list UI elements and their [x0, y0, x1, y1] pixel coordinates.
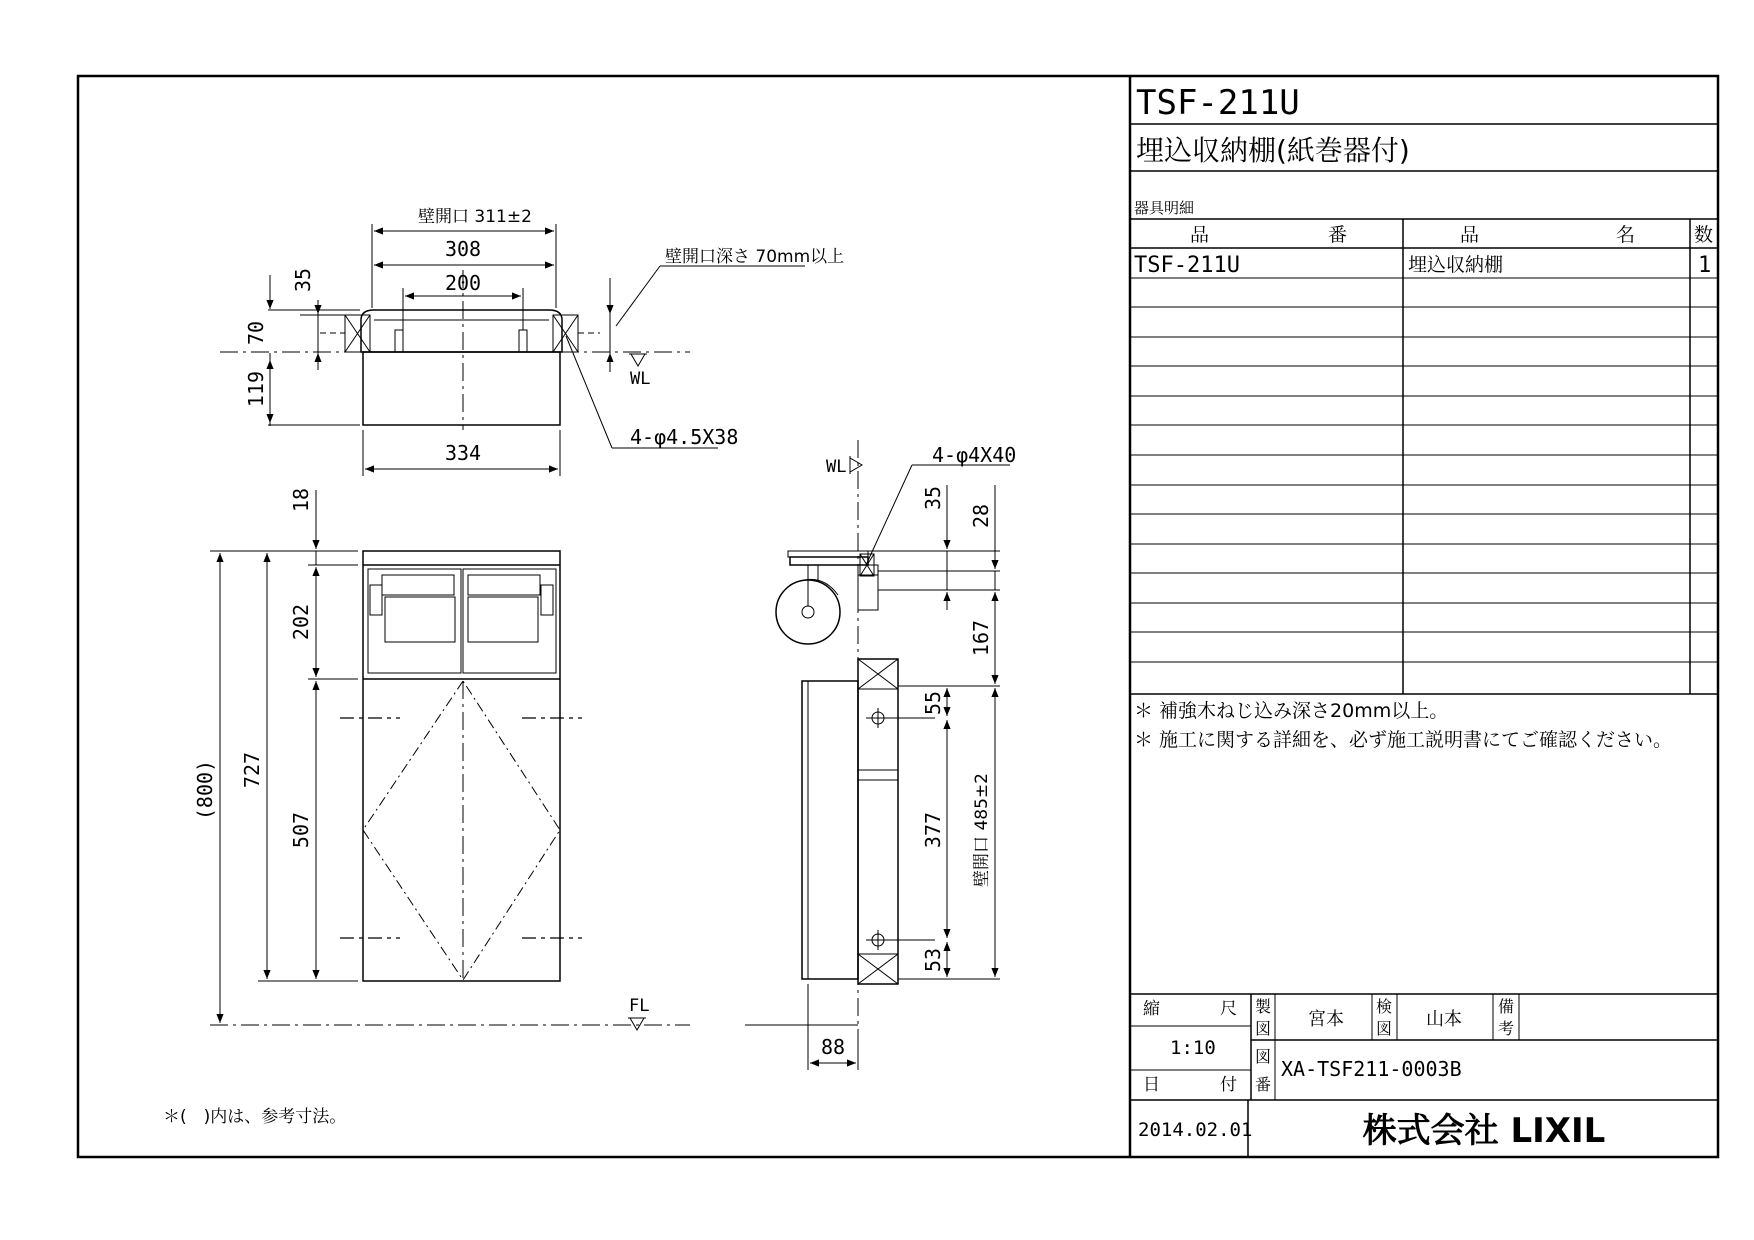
made-label-1: 製 [1255, 997, 1272, 1016]
front-dim-800: (800) [193, 759, 217, 821]
side-view [745, 440, 1010, 1070]
front-fl-label: FL [629, 996, 650, 1016]
scale-label-2: 尺 [1220, 999, 1237, 1019]
date-label-1: 日 [1143, 1075, 1160, 1095]
product-name: 埋込収納棚(紙巻器付) [1136, 134, 1410, 167]
header-part-no-2: 番 [1328, 224, 1348, 246]
top-dim-119: 119 [244, 370, 268, 408]
top-dim-35: 35 [291, 267, 315, 293]
model-number: TSF-211U [1136, 83, 1300, 123]
top-dim-334: 334 [444, 441, 482, 465]
top-depth-note: 壁開口深さ 70mm以上 [665, 247, 845, 267]
date-label-2: 付 [1220, 1075, 1237, 1095]
top-dim-308: 308 [444, 237, 482, 261]
company-name: 株式会社 LIXIL [1362, 1111, 1606, 1151]
side-dim-167: 167 [969, 619, 993, 657]
header-name-1: 品 [1460, 224, 1480, 246]
note-1: ＊ 補強木ねじ込み深さ20mm以上。 [1134, 700, 1449, 722]
header-part-no-1: 品 [1190, 224, 1210, 246]
side-screw-label: 4-φ4X40 [932, 443, 1017, 467]
checked-by: 山本 [1426, 1009, 1462, 1030]
made-by: 宮本 [1308, 1009, 1344, 1030]
drawing-no-label-2: 番 [1255, 1075, 1272, 1094]
reference-footnote: ＊( )内は、参考寸法。 [163, 1107, 347, 1127]
remarks-label-1: 備 [1498, 997, 1515, 1016]
side-wall-opening-h: 壁開口 485±2 [972, 773, 992, 887]
front-dim-18: 18 [289, 487, 313, 513]
side-dim-88: 88 [820, 1035, 846, 1059]
top-dim-200: 200 [444, 271, 482, 295]
made-label-2: 図 [1255, 1019, 1272, 1038]
front-dim-727: 727 [240, 751, 264, 789]
scale-label-1: 縮 [1143, 999, 1160, 1019]
checked-label-2: 図 [1376, 1019, 1393, 1038]
parts-caption: 器具明細 [1134, 199, 1195, 217]
side-dim-55: 55 [921, 690, 945, 716]
date-value: 2014.02.01 [1138, 1119, 1253, 1141]
side-dim-28: 28 [969, 503, 993, 529]
front-dim-202: 202 [289, 603, 313, 641]
front-dim-507: 507 [289, 811, 313, 849]
scale-value: 1:10 [1170, 1037, 1216, 1059]
side-wl-label: WL [826, 457, 847, 477]
side-dim-53: 53 [921, 947, 945, 973]
drawing-no-label-1: 図 [1255, 1047, 1272, 1066]
title-block [1130, 124, 1718, 1157]
side-dim-35: 35 [921, 485, 945, 511]
top-screw-label: 4-φ4.5X38 [630, 425, 739, 449]
row-qty: 1 [1698, 253, 1712, 278]
top-wall-opening: 壁開口 311±2 [418, 207, 532, 227]
top-dim-70: 70 [244, 320, 268, 346]
row-name: 埋込収納棚 [1408, 254, 1504, 276]
side-dim-377: 377 [921, 811, 945, 849]
header-name-2: 名 [1616, 224, 1636, 246]
note-2: ＊ 施工に関する詳細を、必ず施工説明書にてご確認ください。 [1134, 729, 1673, 751]
top-wl-label: WL [630, 369, 651, 389]
checked-label-1: 検 [1376, 997, 1393, 1016]
remarks-label-2: 考 [1498, 1019, 1515, 1038]
drawing-no: XA-TSF211-0003B [1281, 1057, 1462, 1081]
front-view [210, 487, 690, 1030]
header-qty: 数 [1694, 224, 1714, 246]
row-part-no: TSF-211U [1134, 253, 1240, 278]
